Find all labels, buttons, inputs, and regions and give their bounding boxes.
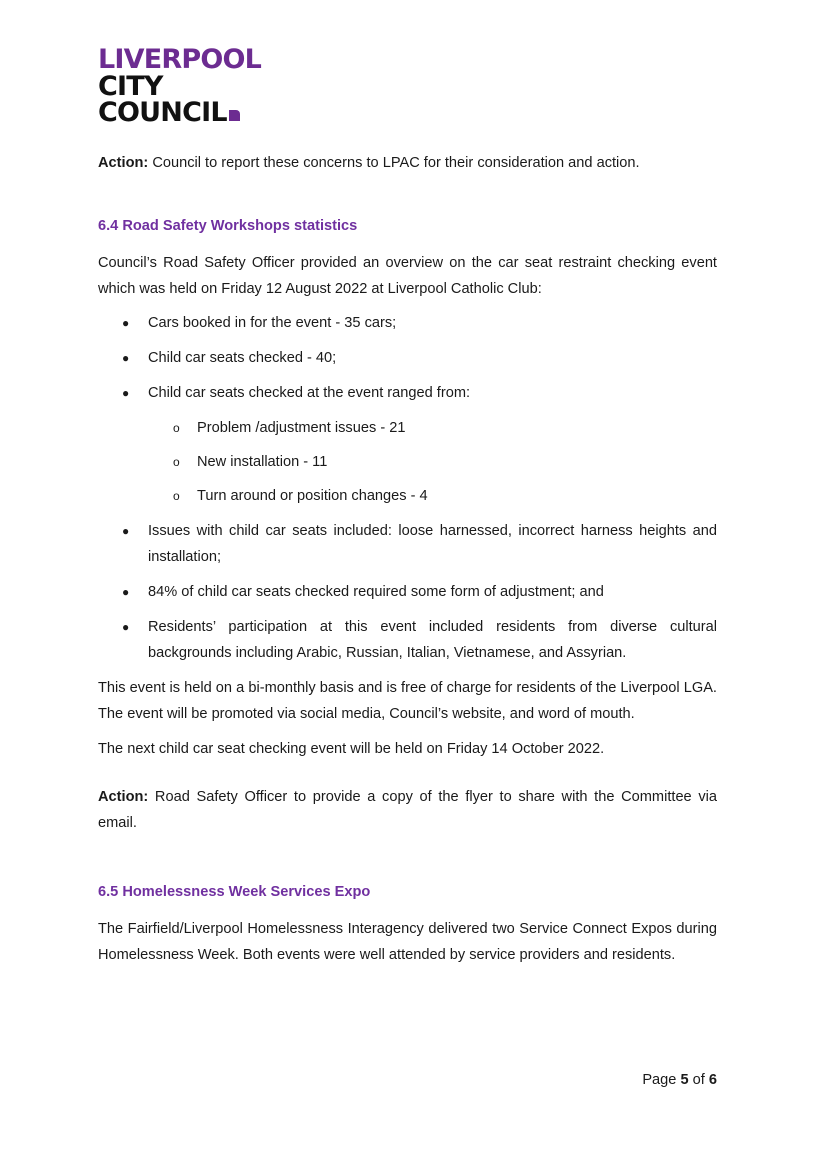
current-page: 5 <box>680 1072 689 1088</box>
action-text: Road Safety Officer to provide a copy of the flyer to share with the Committee via email. <box>98 789 717 831</box>
list-item <box>98 380 717 509</box>
logo-line-3 <box>98 97 261 128</box>
sub-bullet-list <box>148 415 717 509</box>
section-6-4-intro: Council’s Road Safety Officer provided an overview on the car seat restraint checking event which was held on Friday 12 August 2022 at Liverpool Catholic Club: <box>98 255 717 297</box>
logo-mark-icon <box>229 110 240 121</box>
logo-line-1: LIVERPOOL <box>98 44 262 75</box>
page-number <box>642 1070 717 1090</box>
action-text: Council to report these concerns to LPAC for their consideration and action. <box>148 155 640 171</box>
list-item-text: Issues with child car seats included: loose harnessed, incorrect harness heights and installation; <box>148 523 717 565</box>
sub-list-item-text: New installation - 11 <box>197 454 328 470</box>
circle-bullet-icon: o <box>173 455 180 469</box>
section-6-5-paragraph: The Fairfield/Liverpool Homelessness Interagency delivered two Service Connect Expos during Homelessness Week. Both events were well attended by service providers and residents. <box>98 921 717 963</box>
of-word: of <box>688 1072 709 1088</box>
list-item <box>98 614 717 666</box>
list-item-text: Residents’ participation at this event included residents from diverse cultural backgrounds including Arabic, Russian, Italian, Vietnamese, and Assyrian. <box>148 619 717 661</box>
list-item <box>98 518 717 570</box>
bullet-icon: ● <box>122 386 130 400</box>
bullet-icon: ● <box>122 620 130 634</box>
council-logo <box>98 44 262 128</box>
sub-list-item-text: Turn around or position changes - 4 <box>197 488 428 504</box>
bullet-icon: ● <box>122 585 130 599</box>
action-item-2 <box>98 784 717 836</box>
list-item <box>98 310 717 336</box>
list-item <box>98 579 717 605</box>
section-heading-6-4: 6.4 Road Safety Workshops statistics <box>98 218 358 234</box>
total-pages: 6 <box>708 1072 717 1088</box>
bullet-icon: ● <box>122 316 130 330</box>
logo-line-3-text: COUNCIL <box>98 97 227 128</box>
sub-list-item <box>148 449 717 475</box>
sub-list-item <box>148 483 717 509</box>
sub-list-item <box>148 415 717 441</box>
list-item-text: 84% of child car seats checked required some form of adjustment; and <box>148 584 604 600</box>
section-heading-6-5: 6.5 Homelessness Week Services Expo <box>98 884 371 900</box>
bullet-icon: ● <box>122 351 130 365</box>
action-label: Action: <box>98 789 149 805</box>
page-word: Page <box>642 1072 681 1088</box>
list-item-text: Cars booked in for the event - 35 cars; <box>148 315 397 331</box>
action-label: Action: <box>98 155 149 171</box>
logo-line-2: CITY <box>98 70 163 102</box>
section-6-4-paragraph-1: This event is held on a bi-monthly basis and is free of charge for residents of the Liverpool LGA. The event will be promoted via social media, Council’s website, and word of mouth. <box>98 680 717 722</box>
list-item-text: Child car seats checked at the event ranged from: <box>148 385 471 401</box>
document-body <box>98 150 717 968</box>
section-6-4-paragraph-2: The next child car seat checking event will be held on Friday 14 October 2022. <box>98 741 605 757</box>
circle-bullet-icon: o <box>173 489 180 503</box>
bullet-list <box>98 310 717 666</box>
bullet-icon: ● <box>122 524 130 538</box>
list-item <box>98 345 717 371</box>
list-item-text: Child car seats checked - 40; <box>148 350 337 366</box>
circle-bullet-icon: o <box>173 421 180 435</box>
action-item-1 <box>98 150 717 176</box>
sub-list-item-text: Problem /adjustment issues - 21 <box>197 420 406 436</box>
